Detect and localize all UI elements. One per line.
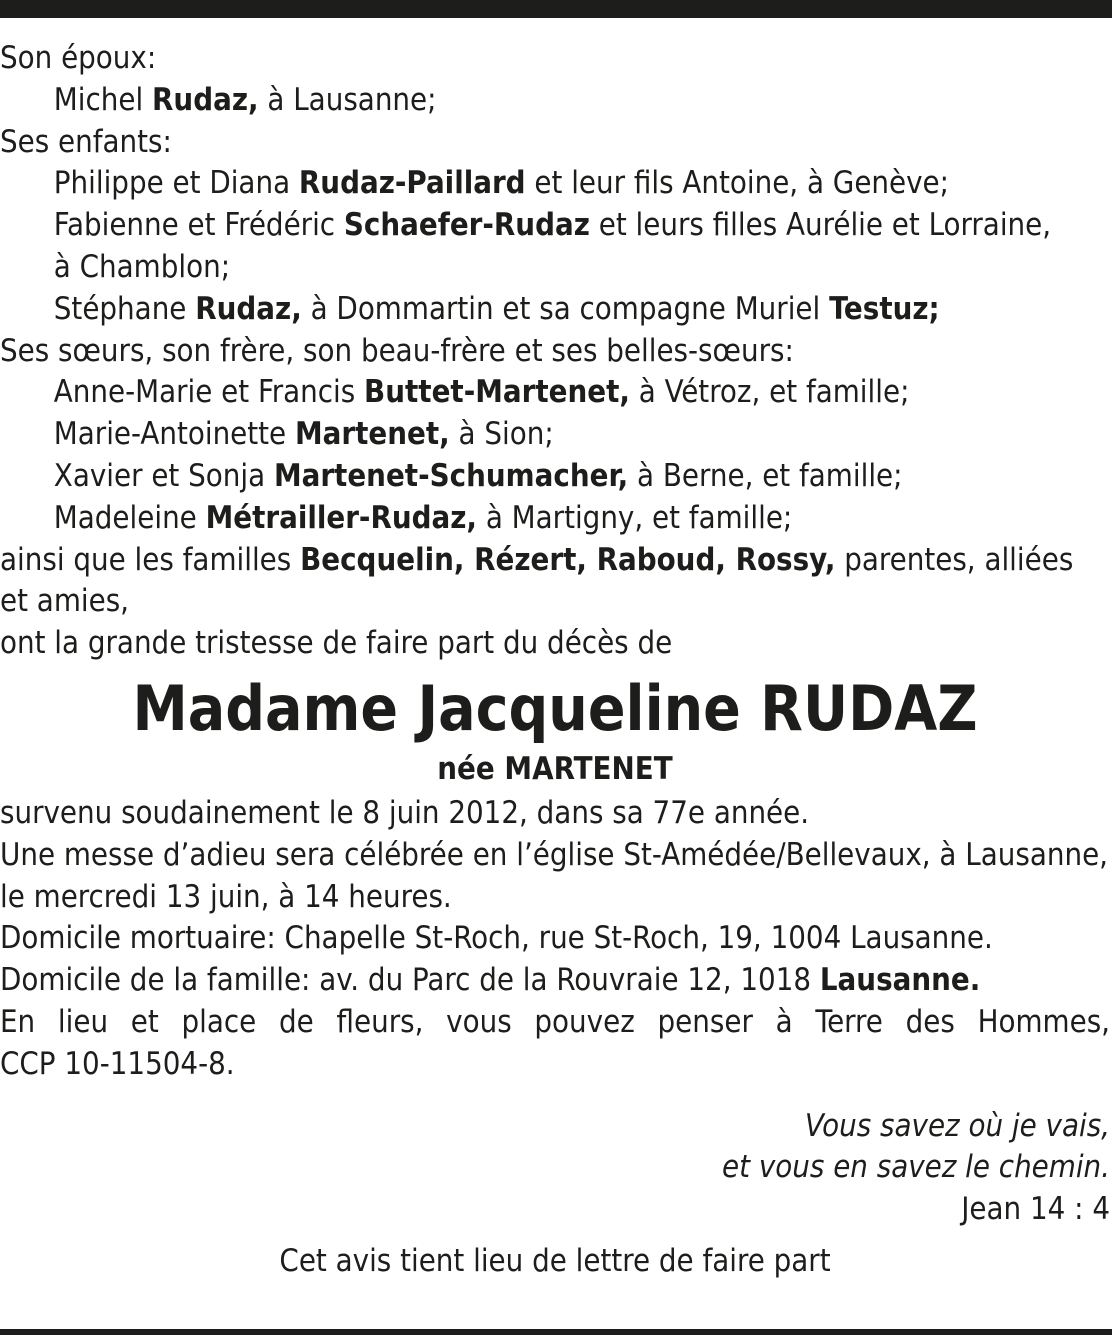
children-heading: Ses enfants: — [0, 123, 172, 160]
flowers-line-2: CCP 10-11504-8. — [0, 1045, 235, 1082]
child-line-2: Fabienne et Frédéric Schaefer-Rudaz et leurs filles Aurélie et Lorraine, — [53, 207, 1052, 244]
mass-line-2: le mercredi 13 juin, à 14 heures. — [0, 878, 452, 915]
child-line-3: Stéphane Rudaz, à Dommartin et sa compagne Muriel Testuz; — [53, 290, 940, 327]
verse-spacer — [0, 1086, 1110, 1106]
verse-line-1: Vous savez où je vais, — [804, 1107, 1110, 1144]
deceased-name: Madame Jacqueline RUDAZ — [132, 671, 978, 745]
footer-note: Cet avis tient lieu de lettre de faire part — [279, 1242, 831, 1279]
mass-line-1: Une messe d’adieu sera célébrée en l’église St-Amédée/Bellevaux, à Lausanne, — [0, 836, 1108, 873]
child-line-1: Philippe et Diana Rudaz-Paillard et leur fils Antoine, à Genève; — [53, 165, 950, 202]
other-families-line: ainsi que les familles Becquelin, Rézert, Raboud, Rossy, parentes, alliées — [0, 541, 1074, 578]
sibling-line-2: Marie-Antoinette Martenet, à Sion; — [53, 416, 554, 453]
other-families-cont: et amies, — [0, 583, 130, 620]
maiden-name: née MARTENET — [437, 750, 673, 787]
spouse-heading: Son époux: — [0, 40, 157, 76]
mortuary-address: Domicile mortuaire: Chapelle St-Roch, rue St-Roch, 19, 1004 Lausanne. — [0, 920, 993, 957]
obituary-notice — [0, 38, 1110, 1283]
sibling-line-3: Xavier et Sonja Martenet-Schumacher, à Berne, et famille; — [53, 457, 903, 494]
flowers-line-1: En lieu et place de fleurs, vous pouvez penser à Terre des Hommes, — [0, 1003, 1110, 1040]
sibling-line-1: Anne-Marie et Francis Buttet-Martenet, à Vétroz, et famille; — [53, 374, 910, 411]
verse-reference: Jean 14 : 4 — [961, 1191, 1110, 1228]
child-line-2-cont: à Chamblon; — [53, 248, 231, 285]
verse-line-2: et vous en savez le chemin. — [722, 1149, 1110, 1186]
sibling-line-4: Madeleine Métrailler-Rudaz, à Martigny, et famille; — [53, 499, 793, 536]
announcement-line: ont la grande tristesse de faire part du décès de — [0, 625, 673, 662]
bottom-border-bar — [0, 1329, 1112, 1335]
family-address: Domicile de la famille: av. du Parc de la Rouvraie 12, 1018 Lausanne. — [0, 962, 981, 999]
death-details: survenu soudainement le 8 juin 2012, dans sa 77e année. — [0, 794, 810, 831]
siblings-heading: Ses sœurs, son frère, son beau-frère et ses belles-sœurs: — [0, 332, 794, 369]
spouse-line: Michel Rudaz, à Lausanne; — [53, 81, 437, 118]
top-border-bar — [0, 0, 1112, 18]
